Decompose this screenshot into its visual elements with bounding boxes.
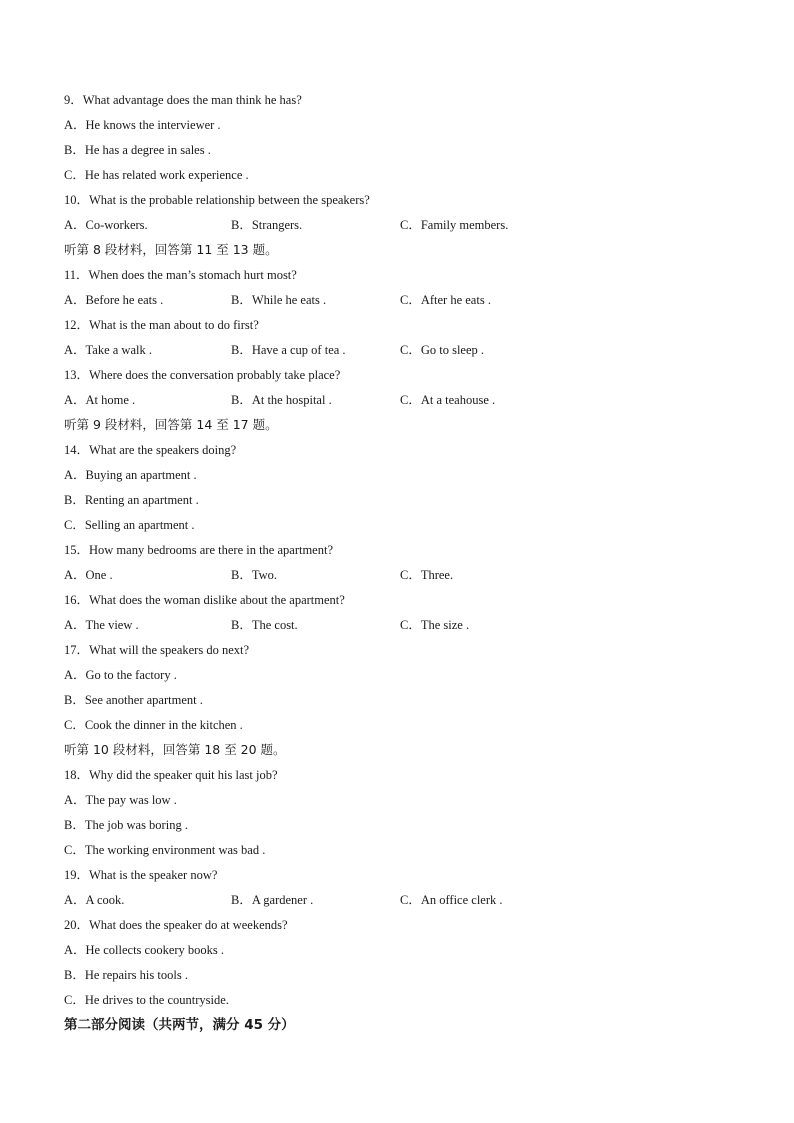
- question-10-stem: 10．What is the probable relationship between the speakers?: [64, 193, 370, 207]
- question-15-option-c: C．Three.: [400, 568, 454, 582]
- question-13-stem: 13．Where does the conversation probably take place?: [64, 368, 341, 382]
- question-15-options: [64, 565, 764, 585]
- question-16-option-a: A．The view .: [64, 618, 139, 632]
- question-17-option-a: A．Go to the factory .: [64, 668, 177, 682]
- question-18-option-a: A．The pay was low .: [64, 793, 177, 807]
- question-9-option-b: B．He has a degree in sales .: [64, 143, 211, 157]
- question-20-option-b: B．He repairs his tools .: [64, 968, 188, 982]
- question-17-option-c: C．Cook the dinner in the kitchen .: [64, 718, 243, 732]
- question-18-option-c: C．The working environment was bad .: [64, 843, 266, 857]
- question-14-option-b: B．Renting an apartment .: [64, 493, 199, 507]
- question-14-option-a: A．Buying an apartment .: [64, 468, 197, 482]
- question-16-options: [64, 615, 764, 635]
- question-9-stem: 9．What advantage does the man think he has?: [64, 93, 302, 107]
- question-10-options: [64, 215, 764, 235]
- section-9-instruction: 听第 9 段材料，回答第 14 至 17 题。: [64, 417, 278, 432]
- question-11-options: [64, 290, 764, 310]
- part-2-heading: 第二部分阅读（共两节，满分 45 分）: [64, 1017, 295, 1033]
- section-8-instruction: 听第 8 段材料，回答第 11 至 13 题。: [64, 242, 278, 257]
- question-13-option-a: A．At home .: [64, 393, 136, 407]
- question-14-option-c: C．Selling an apartment .: [64, 518, 195, 532]
- question-19-options: [64, 890, 764, 910]
- question-13-options: [64, 390, 764, 410]
- question-18-stem: 18．Why did the speaker quit his last job?: [64, 768, 278, 782]
- question-20-stem: 20．What does the speaker do at weekends?: [64, 918, 288, 932]
- question-12-option-b: B．Have a cup of tea .: [231, 343, 346, 357]
- question-12-options: [64, 340, 764, 360]
- question-12-stem: 12．What is the man about to do first?: [64, 318, 259, 332]
- question-19-option-a: A．A cook.: [64, 893, 125, 907]
- question-10-option-c: C．Family members.: [400, 218, 509, 232]
- question-15-stem: 15．How many bedrooms are there in the apartment?: [64, 543, 334, 557]
- question-16-stem: 16．What does the woman dislike about the apartment?: [64, 593, 345, 607]
- question-11-option-a: A．Before he eats .: [64, 293, 164, 307]
- question-9-option-a: A．He knows the interviewer .: [64, 118, 221, 132]
- question-19-option-b: B．A gardener .: [231, 893, 314, 907]
- question-20-option-c: C．He drives to the countryside.: [64, 993, 229, 1007]
- question-12-option-a: A．Take a walk .: [64, 343, 152, 357]
- question-16-option-c: C．The size .: [400, 618, 470, 632]
- question-12-option-c: C．Go to sleep .: [400, 343, 485, 357]
- question-9-option-c: C．He has related work experience .: [64, 168, 249, 182]
- question-16-option-b: B．The cost.: [231, 618, 298, 632]
- question-20-option-a: A．He collects cookery books .: [64, 943, 225, 957]
- question-13-option-c: C．At a teahouse .: [400, 393, 496, 407]
- question-17-stem: 17．What will the speakers do next?: [64, 643, 250, 657]
- question-10-option-a: A．Co-workers.: [64, 218, 148, 232]
- question-15-option-b: B．Two.: [231, 568, 278, 582]
- question-19-option-c: C．An office clerk .: [400, 893, 503, 907]
- question-15-option-a: A．One .: [64, 568, 113, 582]
- question-19-stem: 19．What is the speaker now?: [64, 868, 218, 882]
- question-18-option-b: B．The job was boring .: [64, 818, 188, 832]
- section-10-instruction: 听第 10 段材料，回答第 18 至 20 题。: [64, 742, 286, 757]
- question-13-option-b: B．At the hospital .: [231, 393, 332, 407]
- question-11-option-c: C．After he eats .: [400, 293, 491, 307]
- question-11-option-b: B．While he eats .: [231, 293, 327, 307]
- question-10-option-b: B．Strangers.: [231, 218, 303, 232]
- question-17-option-b: B．See another apartment .: [64, 693, 203, 707]
- question-14-stem: 14．What are the speakers doing?: [64, 443, 237, 457]
- question-11-stem: 11．When does the man’s stomach hurt most?: [64, 268, 297, 282]
